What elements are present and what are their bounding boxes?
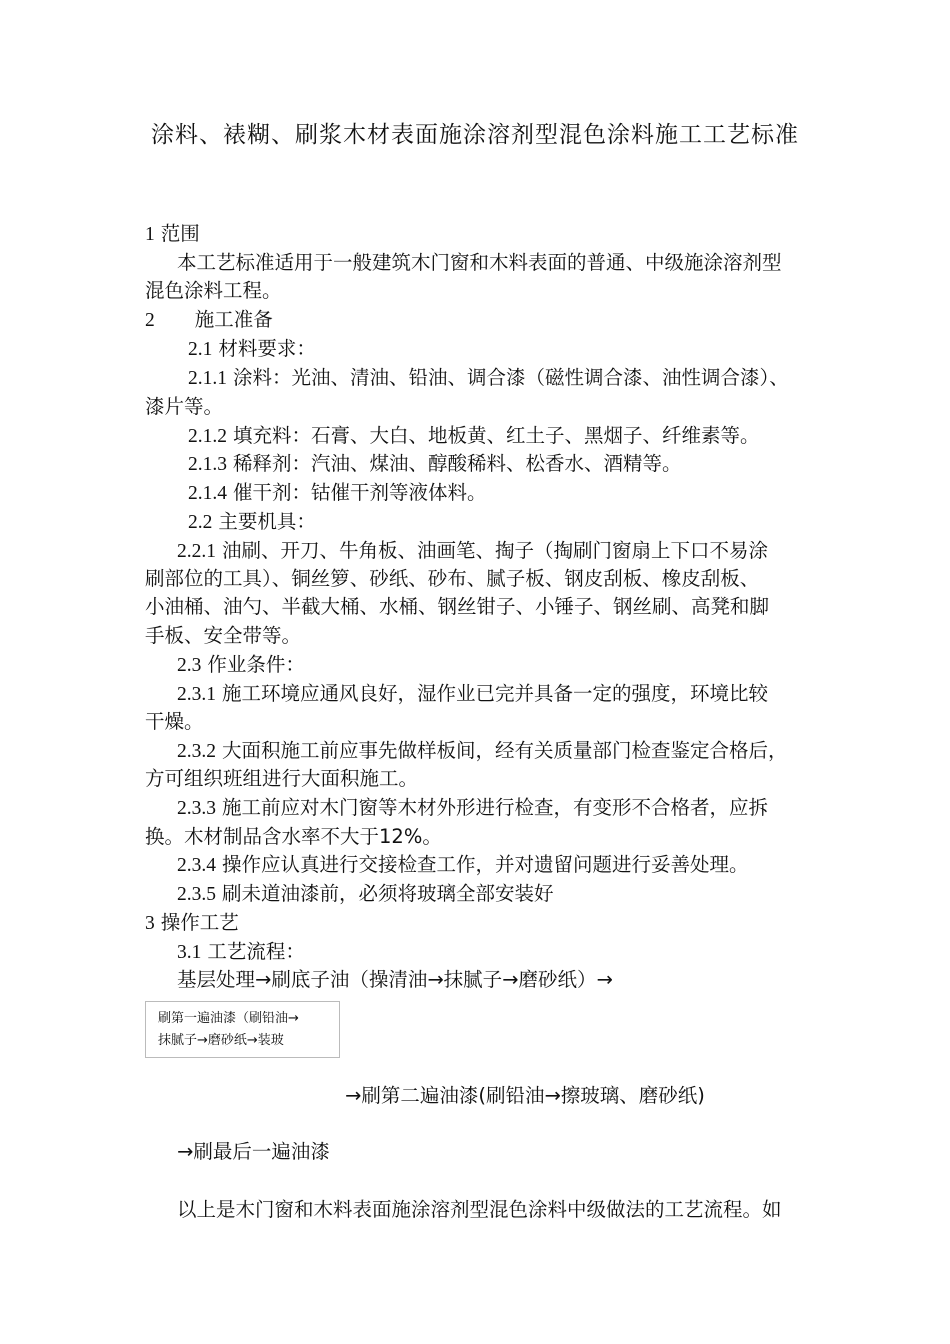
section-number: 1: [145, 224, 155, 245]
line-text: 手板、安全带等。: [145, 624, 302, 647]
line-text: 基层处理→刷底子油（操清油→抹腻子→磨砂纸）→: [177, 968, 613, 991]
section-number: 2.1.1: [188, 368, 227, 389]
line-text: 涂料：光油、清油、铅油、调合漆（磁性调合漆、油性调合漆）、: [233, 366, 789, 389]
line-text: 小油桶、油勺、半截大桶、水桶、钢丝钳子、小锤子、钢丝刷、高凳和脚: [145, 595, 770, 618]
text-line: [145, 307, 273, 334]
line-text: 范围: [160, 222, 200, 245]
section-number: 2.3.4: [177, 855, 216, 876]
text-line: [145, 278, 282, 304]
line-text: 刷部位的工具）、铜丝箩、砂纸、砂布、腻子板、钢皮刮板、橡皮刮板、: [145, 567, 760, 590]
section-number: 2.2.1: [177, 541, 216, 562]
line-text: 油刷、开刀、牛角板、油画笔、掏子（掏刷门窗扇上下口不易涂: [222, 539, 769, 562]
section-number: 3: [145, 913, 155, 934]
text-line: [177, 881, 554, 908]
text-line: [177, 852, 749, 879]
text-line: [145, 394, 223, 420]
line-text: 材料要求：: [218, 337, 316, 360]
text-line: [188, 480, 487, 507]
text-line: [177, 939, 305, 966]
text-line: [145, 221, 200, 248]
text-line: [177, 538, 768, 565]
line-text: 方可组织班组进行大面积施工。: [145, 767, 419, 790]
line-text: 大面积施工前应事先做样板间，经有关质量部门检查鉴定合格后，: [222, 739, 788, 762]
section-number: 2.3.2: [177, 741, 216, 762]
line-text: 操作应认真进行交接检查工作，并对遗留问题进行妥善处理。: [222, 853, 749, 876]
section-number: 2.1.4: [188, 483, 227, 504]
text-line: [145, 566, 759, 592]
section-number: 2.3.3: [177, 798, 216, 819]
line-text: 工艺流程：: [207, 940, 305, 963]
text-line: [188, 509, 316, 536]
line-text: 刷未道油漆前，必须将玻璃全部安装好: [222, 882, 554, 905]
text-line: [177, 795, 768, 822]
line-text: 混色涂料工程。: [145, 279, 282, 302]
section-number: 2.1: [188, 339, 213, 360]
flow-line: →刷第二遍油漆(刷铅油→擦玻璃、磨砂纸): [345, 1084, 705, 1107]
page-title: 涂料、裱糊、刷浆木材表面施涂溶剂型混色涂料施工工艺标准: [151, 122, 799, 148]
text-line: [145, 824, 442, 850]
section-number: 3.1: [177, 942, 202, 963]
line-text: 稀释剂：汽油、煤油、醇酸稀料、松香水、酒精等。: [233, 452, 682, 475]
section-number: 2.1.3: [188, 454, 227, 475]
line-text: 作业条件：: [207, 653, 305, 676]
closing-paragraph: 以上是木门窗和木料表面施涂溶剂型混色涂料中级做法的工艺流程。如: [177, 1198, 782, 1221]
text-line: [188, 451, 682, 478]
flow-box-line: 刷第一遍油漆（刷铅油→: [158, 1011, 299, 1026]
line-text: 催干剂：钴催干剂等液体料。: [233, 481, 487, 504]
flow-box-line: 抹腻子→磨砂纸→装玻: [158, 1033, 284, 1048]
text-line: [188, 423, 760, 450]
text-line: [188, 336, 316, 363]
text-line: [145, 910, 239, 937]
line-text: 干燥。: [145, 710, 204, 733]
line-text: 漆片等。: [145, 395, 224, 418]
text-line: [177, 250, 782, 276]
text-line: [145, 623, 301, 649]
text-line: [188, 365, 789, 392]
line-text: 操作工艺: [160, 911, 239, 934]
line-text: 施工前应对木门窗等木材外形进行检查，有变形不合格者，应拆: [222, 796, 769, 819]
line-text: 施工准备: [194, 308, 273, 331]
section-number: 2: [145, 310, 155, 331]
text-line: [177, 967, 613, 993]
line-text: 本工艺标准适用于一般建筑木门窗和木料表面的普通、中级施涂溶剂型: [177, 251, 782, 274]
text-line: [145, 594, 769, 620]
text-line: [177, 738, 788, 765]
line-text: 主要机具：: [218, 510, 316, 533]
section-number: 2.1.2: [188, 426, 227, 447]
line-text: 施工环境应通风良好，湿作业已完并具备一定的强度，环境比较: [222, 682, 769, 705]
flow-line: →刷最后一遍油漆: [177, 1140, 330, 1163]
section-number: 2.3.5: [177, 884, 216, 905]
section-number: 2.2: [188, 512, 213, 533]
line-text: 填充料：石膏、大白、地板黄、红土子、黑烟子、纤维素等。: [233, 424, 760, 447]
text-line: [145, 709, 204, 735]
flow-step-box: [145, 1001, 340, 1058]
text-line: [177, 652, 305, 679]
text-line: [145, 766, 418, 792]
text-line: [177, 681, 768, 708]
line-text: 换。木材制品含水率不大于12%。: [145, 825, 442, 848]
section-number: 2.3: [177, 655, 202, 676]
section-number: 2.3.1: [177, 684, 216, 705]
